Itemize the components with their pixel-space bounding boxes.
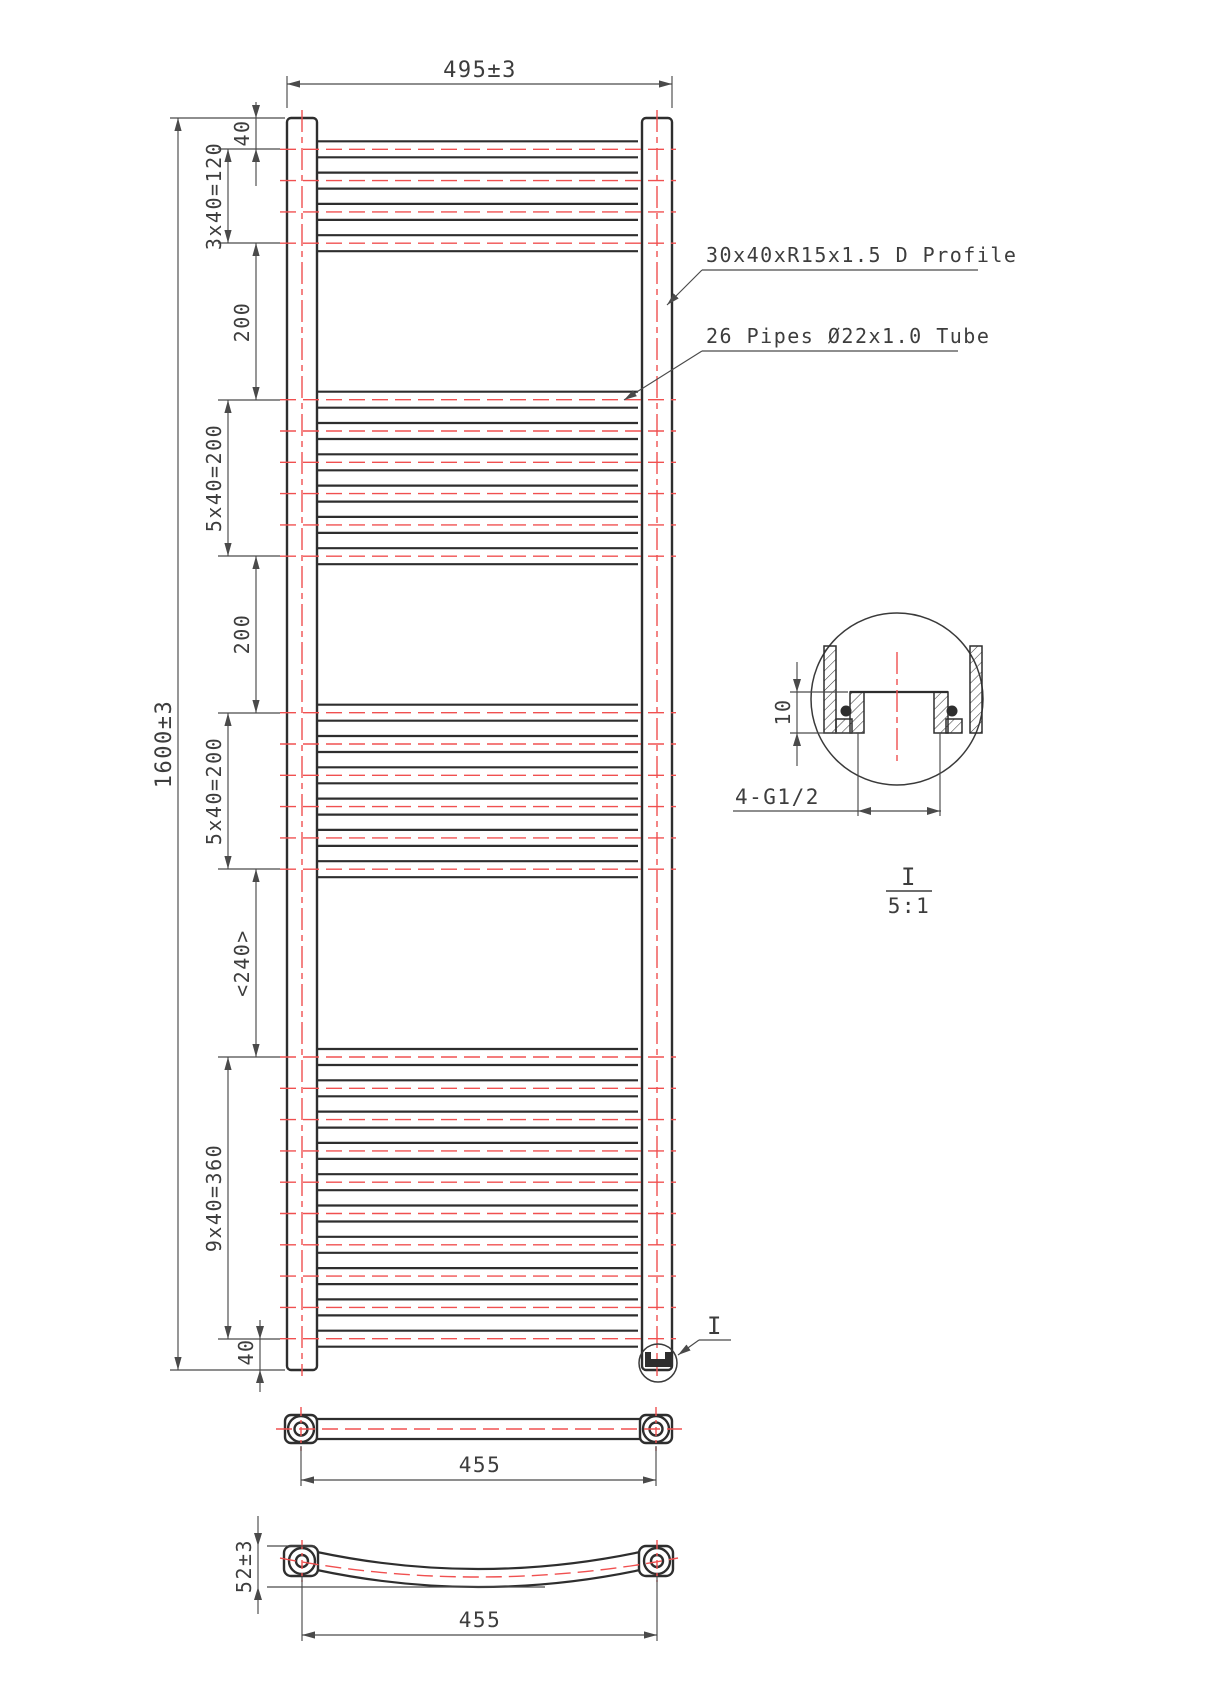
dimension-label: 1600±3	[152, 699, 177, 789]
dimension-label: 200	[230, 301, 254, 343]
dimension-label: 52±3	[232, 1538, 256, 1594]
dimension-label: 5x40=200	[202, 423, 226, 533]
detail-scale-label: 5:1	[887, 894, 931, 918]
section-marker-label: I	[707, 1312, 723, 1340]
dimension-label: 455	[458, 1608, 502, 1632]
dimension-label: 40	[234, 1338, 258, 1366]
weld-dot-right	[947, 706, 958, 717]
socket-wall-right	[934, 692, 948, 733]
socket-wall-left	[850, 692, 864, 733]
profile-label: 30x40xR15x1.5 D Profile	[706, 243, 1018, 267]
profile-wall-right	[970, 646, 982, 733]
detail-section-id: I	[901, 863, 917, 891]
dimension-label: 10	[771, 698, 795, 726]
dimension-label: 455	[458, 1453, 502, 1477]
dimension-label: <240>	[230, 929, 254, 997]
dimension-label: 9x40=360	[202, 1143, 226, 1253]
thread-label: 4-G1/2	[735, 785, 820, 809]
dimension-label: 5x40=200	[202, 736, 226, 846]
profile-wall-left	[824, 646, 836, 733]
dimension-label: 200	[230, 613, 254, 655]
dimension-label: 495±3	[443, 58, 517, 83]
dimension-label: 3x40=120	[202, 141, 226, 251]
pipes-label: 26 Pipes Ø22x1.0 Tube	[706, 324, 991, 348]
dimension-label: 40	[230, 119, 254, 147]
weld-dot-left	[841, 706, 852, 717]
